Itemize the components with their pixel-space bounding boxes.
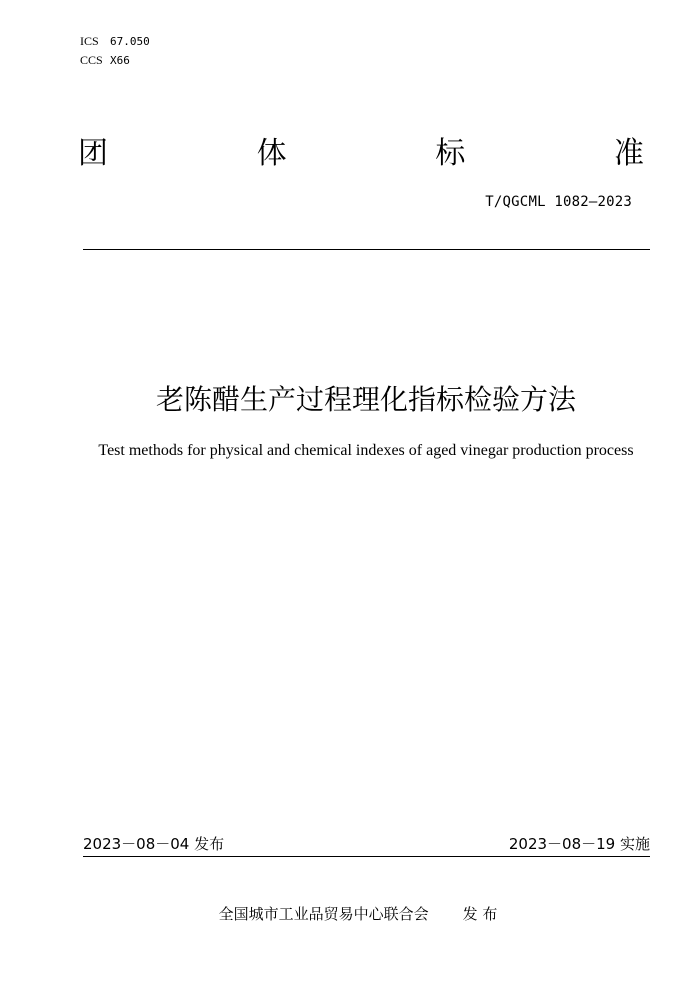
standard-type-char: 体: [256, 136, 287, 171]
publisher-line: [0, 903, 700, 925]
title-english: Test methods for physical and chemical indexes of aged vinegar production process: [98, 442, 634, 459]
implementation-date: 2023－08－19 实施: [508, 835, 650, 853]
publisher-organization: 全国城市工业品贸易中心联合会: [218, 905, 429, 923]
standard-type-heading: [78, 132, 644, 176]
title-chinese: 老陈醋生产过程理化指标检验方法: [155, 383, 576, 416]
standard-type-char: 团: [78, 136, 108, 171]
ccs-label: CCS: [80, 53, 103, 67]
standard-type-char: 标: [435, 136, 466, 171]
footer-divider: [83, 856, 650, 857]
ccs-value: X66: [110, 54, 130, 67]
release-date: 2023－08－04 发布: [83, 835, 225, 853]
header-divider: [83, 249, 650, 250]
standard-number: T/QGCML 1082—2023: [485, 194, 632, 210]
publish-action: 发 布: [462, 905, 498, 923]
standard-type-char: 准: [613, 136, 644, 171]
ics-value: 67.050: [110, 35, 150, 48]
ics-label: ICS: [80, 34, 99, 48]
